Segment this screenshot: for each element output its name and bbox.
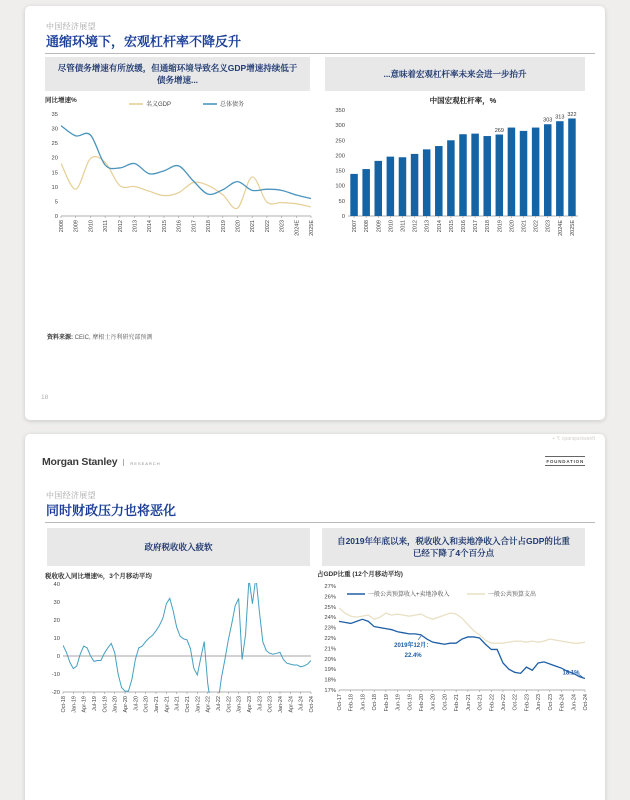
source-text: CEIC, 摩根士丹利研究部预测: [73, 335, 153, 341]
svg-text:Apr-22: Apr-22: [205, 696, 212, 713]
svg-text:2010: 2010: [388, 220, 395, 233]
svg-text:2020: 2020: [509, 220, 516, 233]
svg-text:27%: 27%: [324, 584, 336, 590]
svg-text:Jun-19: Jun-19: [395, 694, 402, 711]
svg-text:26%: 26%: [324, 594, 336, 601]
svg-text:Jun-21: Jun-21: [465, 694, 472, 711]
svg-text:Feb-21: Feb-21: [454, 694, 461, 712]
svg-text:22%: 22%: [324, 636, 336, 642]
svg-text:名义GDP: 名义GDP: [146, 102, 172, 108]
svg-text:20: 20: [53, 618, 60, 624]
svg-text:5: 5: [54, 199, 58, 206]
svg-text:Jul-20: Jul-20: [133, 696, 140, 711]
slide-1: [25, 6, 605, 420]
svg-text:18.1%: 18.1%: [562, 670, 580, 677]
svg-text:Feb-24: Feb-24: [559, 694, 566, 712]
svg-text:2023: 2023: [545, 220, 552, 233]
chart-tax-revenue-growth: [45, 570, 317, 728]
svg-text:Jun-22: Jun-22: [501, 694, 507, 711]
svg-text:150: 150: [335, 168, 345, 175]
svg-text:21%: 21%: [324, 646, 336, 653]
slide2-eyebrow-label: 中国经济展望: [46, 491, 96, 500]
svg-text:269: 269: [494, 128, 504, 135]
svg-text:中国宏观杠杆率，%: 中国宏观杠杆率，%: [429, 96, 497, 105]
svg-text:Jan-24: Jan-24: [278, 696, 284, 713]
svg-text:Jan-20: Jan-20: [112, 696, 119, 713]
svg-text:一般公共预算收入+卖地净收入: 一般公共预算收入+卖地净收入: [368, 592, 450, 598]
svg-text:2014: 2014: [147, 220, 154, 233]
svg-text:2019: 2019: [497, 220, 504, 233]
svg-text:300: 300: [335, 123, 345, 130]
svg-text:50: 50: [338, 198, 345, 205]
svg-text:2007: 2007: [352, 220, 359, 233]
svg-text:Feb-18: Feb-18: [348, 694, 355, 712]
slide1-right-header-box: ...意味着宏观杠杆率未来会进一步抬升: [325, 57, 585, 91]
svg-text:2011: 2011: [103, 220, 110, 232]
svg-text:2012: 2012: [117, 220, 124, 233]
svg-text:Jun-18: Jun-18: [360, 694, 367, 711]
svg-text:2015: 2015: [448, 220, 455, 233]
chart-nominal-gdp-vs-total-debt: [45, 94, 317, 246]
svg-text:322: 322: [567, 111, 577, 118]
svg-text:税收收入同比增速%，3个月移动平均: 税收收入同比增速%，3个月移动平均: [45, 573, 152, 580]
svg-text:总体债务: 总体债务: [220, 102, 245, 108]
svg-text:2013: 2013: [424, 220, 431, 233]
svg-text:2011: 2011: [400, 220, 407, 232]
svg-text:35: 35: [51, 112, 58, 118]
slide2-title: 同时财政压力也将恶化: [46, 503, 177, 518]
svg-text:0: 0: [341, 214, 345, 220]
svg-text:10: 10: [51, 184, 58, 191]
svg-text:Jul-22: Jul-22: [216, 696, 222, 711]
svg-text:20: 20: [51, 155, 58, 162]
svg-text:10: 10: [53, 636, 60, 642]
svg-text:2022: 2022: [533, 220, 540, 233]
slide1-page-number: 18: [41, 394, 49, 401]
svg-text:30: 30: [51, 126, 58, 133]
svg-text:2025E: 2025E: [309, 220, 315, 236]
svg-text:Oct-22: Oct-22: [512, 694, 519, 711]
svg-text:2018: 2018: [485, 220, 492, 233]
svg-text:2018: 2018: [206, 220, 213, 233]
svg-text:40: 40: [53, 582, 60, 588]
svg-text:Jul-21: Jul-21: [174, 696, 181, 711]
svg-text:2019: 2019: [220, 220, 227, 233]
svg-text:2021: 2021: [521, 220, 528, 233]
slide1-eyebrow-label: 中国经济展望: [46, 22, 96, 31]
svg-text:2016: 2016: [176, 220, 183, 233]
slide1-source-note: [47, 332, 152, 341]
chart-china-macro-leverage: [328, 94, 590, 246]
svg-text:Oct-23: Oct-23: [547, 694, 554, 711]
svg-text:200: 200: [335, 153, 345, 160]
svg-text:Oct-18: Oct-18: [372, 694, 379, 711]
svg-text:Apr-19: Apr-19: [81, 696, 88, 713]
svg-text:Feb-23: Feb-23: [524, 694, 531, 712]
research-label: RESEARCH: [123, 459, 160, 466]
svg-text:Oct-20: Oct-20: [442, 694, 449, 711]
svg-text:Oct-18: Oct-18: [61, 696, 67, 713]
svg-text:Oct-23: Oct-23: [267, 696, 274, 713]
svg-text:0: 0: [56, 654, 60, 660]
svg-text:2024E: 2024E: [294, 220, 301, 236]
svg-text:2015: 2015: [161, 220, 168, 233]
svg-text:Oct-17: Oct-17: [337, 694, 343, 711]
svg-text:0: 0: [54, 214, 58, 220]
svg-text:23%: 23%: [324, 625, 336, 632]
brand-row: [42, 456, 161, 468]
svg-text:Oct-19: Oct-19: [407, 694, 414, 711]
slide2-watermark: + Y. cpanqiuxiwanft: [552, 436, 595, 442]
svg-text:2009: 2009: [376, 220, 383, 233]
slide2-right-header-box: 自2019年年底以来，税收收入和卖地净收入合计占GDP的比重已经下降了4个百分点: [322, 528, 585, 566]
source-label: 资料来源:: [47, 335, 73, 341]
svg-text:25%: 25%: [324, 604, 336, 611]
svg-text:Jul-24: Jul-24: [298, 696, 305, 711]
svg-text:占GDP比重 (12个月移动平均): 占GDP比重 (12个月移动平均): [317, 571, 403, 578]
svg-text:Jan-23: Jan-23: [236, 696, 243, 713]
svg-text:Oct-24: Oct-24: [583, 694, 589, 711]
svg-text:2022: 2022: [264, 220, 271, 233]
svg-text:303: 303: [543, 117, 553, 124]
svg-text:Jul-19: Jul-19: [92, 696, 98, 711]
svg-text:一般公共预算支出: 一般公共预算支出: [488, 592, 537, 598]
chart-fiscal-revenue-share: [317, 568, 595, 726]
svg-text:2023: 2023: [279, 220, 286, 233]
foundation-logo: FOUNDATION: [545, 456, 585, 466]
svg-text:Apr-23: Apr-23: [247, 696, 253, 713]
svg-text:24%: 24%: [324, 615, 336, 622]
svg-text:Feb-22: Feb-22: [489, 694, 496, 712]
slide-2: [25, 434, 605, 800]
svg-text:2008: 2008: [59, 220, 65, 233]
svg-text:Apr-21: Apr-21: [164, 696, 171, 713]
svg-text:2019年12月：: 2019年12月：: [394, 642, 433, 649]
svg-text:Jun-24: Jun-24: [571, 694, 578, 711]
slide1-left-header-box: 尽管债务增速有所放缓，但通缩环境导致名义GDP增速持续低于债务增速...: [45, 57, 310, 91]
svg-text:2017: 2017: [473, 220, 480, 233]
svg-text:Feb-19: Feb-19: [383, 694, 390, 712]
svg-text:Oct-21: Oct-21: [477, 694, 484, 711]
svg-text:2008: 2008: [364, 220, 371, 233]
svg-text:Oct-22: Oct-22: [226, 696, 233, 713]
svg-text:2021: 2021: [250, 220, 257, 233]
svg-text:2020: 2020: [235, 220, 242, 233]
svg-text:313: 313: [555, 114, 565, 121]
svg-text:Apr-20: Apr-20: [123, 696, 129, 713]
svg-text:Jun-20: Jun-20: [430, 694, 437, 711]
svg-text:2012: 2012: [412, 220, 419, 233]
slide1-title-rule: [45, 53, 595, 54]
slide2-title-rule: [45, 522, 595, 523]
svg-text:Oct-19: Oct-19: [102, 696, 109, 713]
svg-text:19%: 19%: [324, 667, 336, 674]
slide1-title: 通缩环境下，宏观杠杆率不降反升: [46, 34, 242, 49]
svg-text:Jan-21: Jan-21: [154, 696, 160, 713]
svg-text:同比增速%: 同比增速%: [45, 97, 77, 104]
slide2-left-header-box: 政府税收收入疲软: [47, 528, 310, 566]
svg-text:22.4%: 22.4%: [404, 652, 422, 659]
svg-text:Jul-23: Jul-23: [257, 696, 264, 711]
svg-text:350: 350: [335, 108, 345, 114]
svg-text:Apr-24: Apr-24: [288, 696, 295, 713]
svg-text:15: 15: [51, 170, 58, 177]
svg-text:Jun-23: Jun-23: [536, 694, 543, 711]
svg-text:2017: 2017: [191, 220, 198, 233]
svg-text:2024E: 2024E: [557, 220, 564, 236]
morgan-stanley-logo: Morgan Stanley: [42, 456, 118, 468]
svg-text:2009: 2009: [73, 220, 80, 233]
svg-text:Oct-20: Oct-20: [143, 696, 150, 713]
svg-text:2025E: 2025E: [569, 220, 576, 236]
svg-text:-10: -10: [51, 672, 60, 678]
svg-text:18%: 18%: [324, 677, 336, 684]
svg-text:2010: 2010: [88, 220, 95, 233]
svg-text:25: 25: [51, 141, 58, 148]
svg-text:20%: 20%: [324, 656, 336, 663]
svg-text:Oct-21: Oct-21: [185, 696, 191, 713]
svg-text:30: 30: [53, 600, 60, 606]
svg-text:Oct-24: Oct-24: [309, 696, 315, 713]
svg-text:2014: 2014: [436, 220, 443, 233]
svg-text:Jan-19: Jan-19: [71, 696, 78, 713]
svg-text:2013: 2013: [132, 220, 139, 233]
svg-text:17%: 17%: [324, 688, 336, 694]
svg-text:250: 250: [335, 138, 345, 145]
svg-text:Feb-20: Feb-20: [419, 694, 425, 712]
svg-text:Jan-22: Jan-22: [195, 696, 202, 713]
svg-text:2016: 2016: [461, 220, 467, 233]
svg-text:100: 100: [335, 183, 345, 190]
svg-text:-20: -20: [51, 690, 60, 696]
